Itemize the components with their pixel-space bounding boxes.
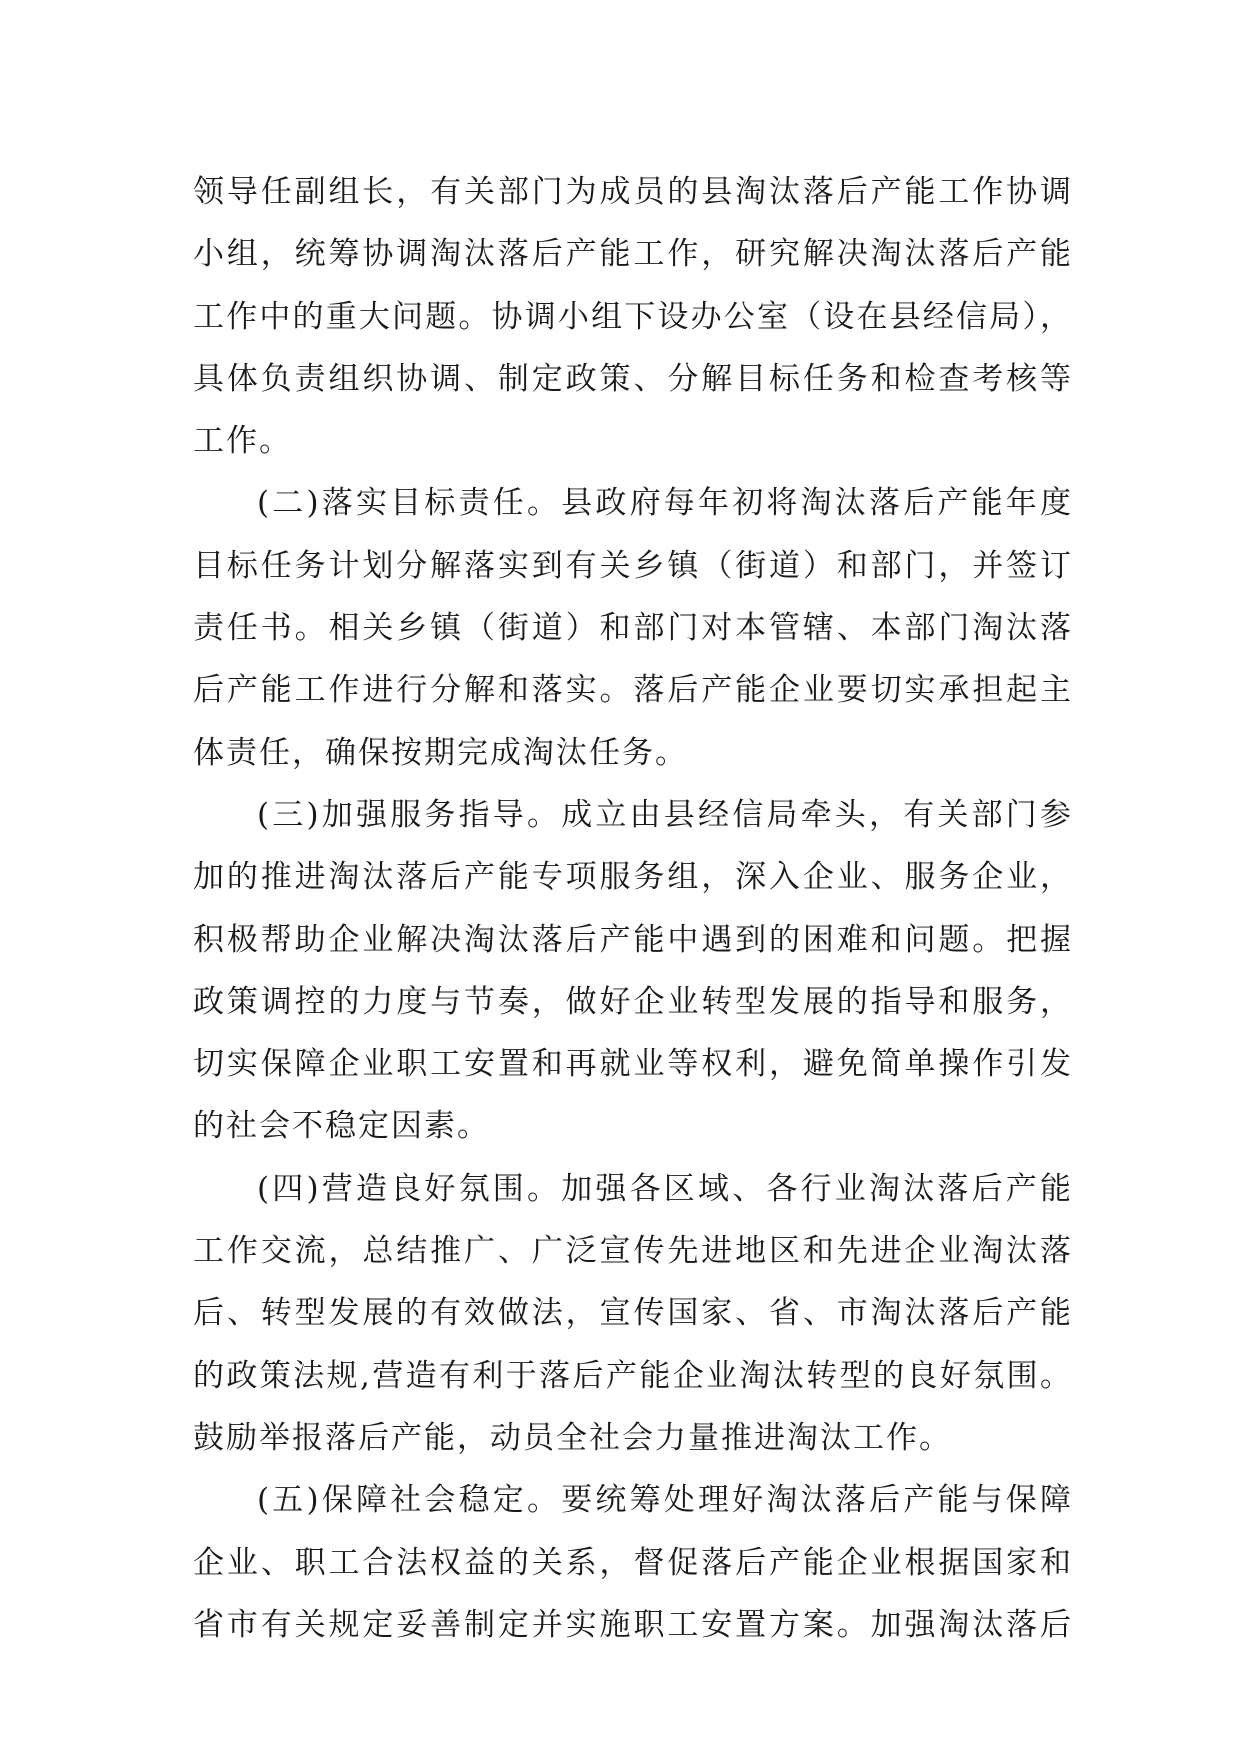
text-line-3: 工作中的重大问题。协调小组下设办公室（设在县经信局）， <box>193 298 1073 335</box>
section-heading-4: (四)营造良好氛围。加强各区域、各行业淘汰落后产能 <box>257 1170 1073 1207</box>
section-heading-3: (三)加强服务指导。成立由县经信局牵头，有关部门参 <box>257 796 1073 833</box>
text-line-8: 责任书。相关乡镇（街道）和部门对本管辖、本部门淘汰落 <box>193 610 1073 647</box>
text-line-1: 领导任副组长，有关部门为成员的县淘汰落后产能工作协调 <box>193 174 1073 210</box>
text-line-19: 后、转型发展的有效做法，宣传国家、省、市淘汰落后产能 <box>193 1295 1073 1332</box>
text-line-14: 政策调控的力度与节奏，做好企业转型发展的指导和服务， <box>193 983 1073 1020</box>
text-line-12: 加的推进淘汰落后产能专项服务组，深入企业、服务企业， <box>193 859 1073 896</box>
text-line-4: 具体负责组织协调、制定政策、分解目标任务和检查考核等 <box>193 360 1073 397</box>
text-line-7: 目标任务计划分解落实到有关乡镇（街道）和部门，并签订 <box>193 547 1073 584</box>
text-line-5: 工作。 <box>193 423 292 460</box>
document-body <box>193 161 1073 1656</box>
text-line-15: 切实保障企业职工安置和再就业等权利，避免简单操作引发 <box>193 1046 1073 1083</box>
text-line-2: 小组，统筹协调淘汰落后产能工作，研究解决淘汰落后产能 <box>193 236 1073 273</box>
text-line-16: 的社会不稳定因素。 <box>193 1108 490 1145</box>
text-line-21: 鼓励举报落后产能，动员全社会力量推进淘汰工作。 <box>193 1419 952 1456</box>
text-line-18: 工作交流，总结推广、广泛宣传先进地区和先进企业淘汰落 <box>193 1233 1073 1270</box>
text-line-9: 后产能工作进行分解和落实。落后产能企业要切实承担起主 <box>193 672 1073 709</box>
text-line-10: 体责任，确保按期完成淘汰任务。 <box>193 734 688 771</box>
section-heading-5: (五)保障社会稳定。要统筹处理好淘汰落后产能与保障 <box>257 1482 1073 1519</box>
text-line-23: 企业、职工合法权益的关系，督促落后产能企业根据国家和 <box>193 1544 1073 1581</box>
text-line-13: 积极帮助企业解决淘汰落后产能中遇到的困难和问题。把握 <box>193 921 1073 958</box>
text-line-24: 省市有关规定妥善制定并实施职工安置方案。加强淘汰落后 <box>193 1606 1073 1643</box>
text-line-20: 的政策法规,营造有利于落后产能企业淘汰转型的良好氛围。 <box>193 1357 1073 1394</box>
section-heading-2: (二)落实目标责任。县政府每年初将淘汰落后产能年度 <box>257 485 1073 522</box>
